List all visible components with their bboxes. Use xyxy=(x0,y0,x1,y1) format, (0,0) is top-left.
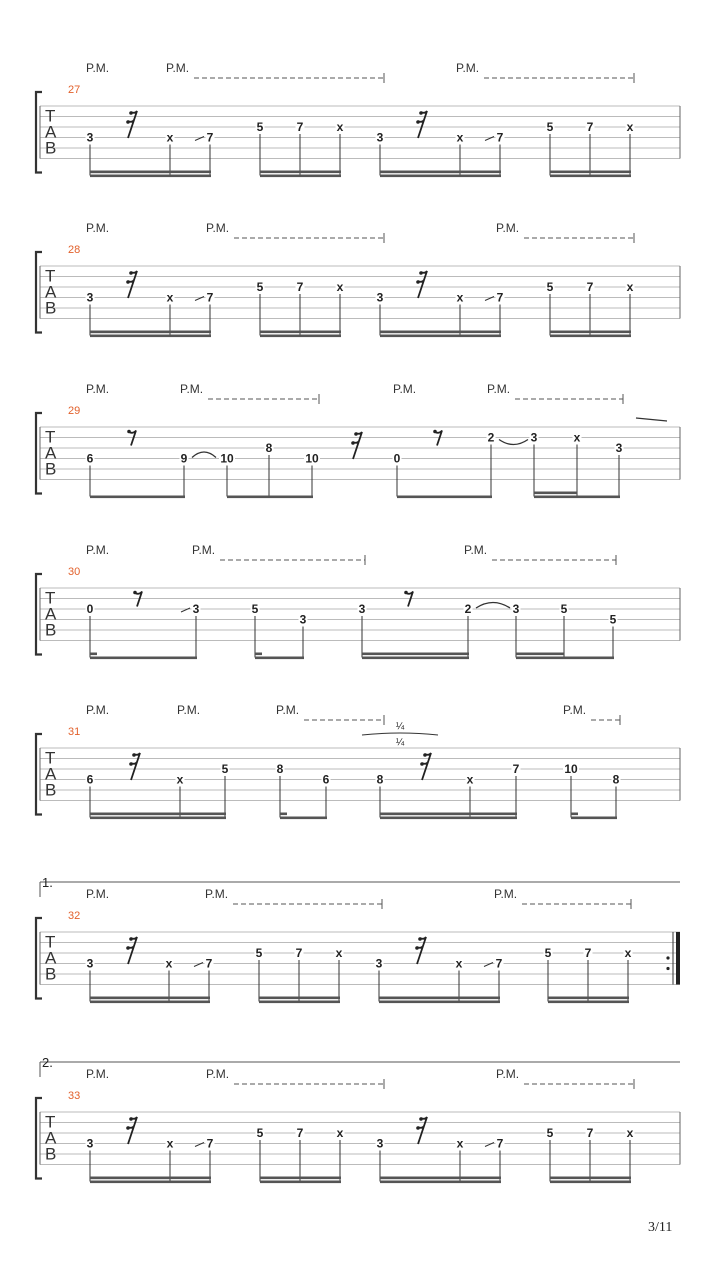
measure-number: 28 xyxy=(68,244,81,256)
fret-number: 7 xyxy=(206,1136,214,1151)
fret-number: 9 xyxy=(180,451,188,466)
sixteenth-rest xyxy=(128,111,137,138)
beam-primary xyxy=(550,1181,631,1184)
fret-number: x xyxy=(456,1136,464,1151)
fret-number: 10 xyxy=(220,451,234,466)
tab-clef-letter: B xyxy=(45,138,57,158)
rest-dot xyxy=(415,946,419,950)
fret-number: 7 xyxy=(206,290,214,305)
palm-mute-label: P.M. xyxy=(464,543,488,557)
beam-secondary xyxy=(90,1177,170,1180)
fret-number: 5 xyxy=(544,946,552,960)
beam-secondary xyxy=(548,997,629,1000)
beam-primary xyxy=(260,1181,341,1184)
beam-primary xyxy=(280,817,327,820)
slide-out-mark xyxy=(636,418,667,421)
fret-number: 3 xyxy=(86,290,94,305)
fret-number: x xyxy=(176,772,184,787)
palm-mute-label: P.M. xyxy=(276,703,300,717)
tie xyxy=(499,440,528,445)
bend-arc xyxy=(362,733,438,735)
palm-mute-label: P.M. xyxy=(177,703,201,717)
fret-number: 5 xyxy=(251,602,259,616)
fret-number: 3 xyxy=(375,956,383,971)
fret-number: 7 xyxy=(295,946,303,960)
volta-label: 2. xyxy=(42,1055,53,1070)
rest-dot xyxy=(129,271,133,275)
measure-number: 32 xyxy=(68,910,81,922)
beam-secondary xyxy=(380,1177,460,1180)
page-number: 3/11 xyxy=(648,1220,673,1235)
fret-number: x xyxy=(466,772,474,787)
fret-number: x xyxy=(166,290,174,305)
palm-mute-label: P.M. xyxy=(496,1067,520,1081)
palm-mute-label: P.M. xyxy=(496,221,520,235)
palm-mute-label: P.M. xyxy=(86,1067,110,1081)
rest-dot xyxy=(416,280,420,284)
rest-dot xyxy=(419,1117,423,1121)
rest-dot xyxy=(129,111,133,115)
tab-clef-letter: T xyxy=(45,266,56,286)
fret-number: 10 xyxy=(305,451,319,466)
tab-clef-letter: T xyxy=(45,1112,56,1132)
fret-number: 8 xyxy=(265,441,273,455)
fret-number: 7 xyxy=(496,1136,504,1151)
tab-clef-letter: T xyxy=(45,748,56,768)
measure-number: 33 xyxy=(68,1090,81,1102)
fret-number: 3 xyxy=(530,430,538,445)
fret-number: x xyxy=(624,946,632,960)
palm-mute-label: P.M. xyxy=(456,61,480,75)
fret-number: 3 xyxy=(376,290,384,305)
tab-clef-letter: B xyxy=(45,964,57,984)
beam-primary xyxy=(90,496,185,499)
beam-primary xyxy=(362,657,469,660)
fret-number: 6 xyxy=(322,772,330,787)
fret-number: 3 xyxy=(86,956,94,971)
beam-primary xyxy=(548,1001,629,1004)
fret-number: x xyxy=(336,1126,344,1140)
fret-number: 2 xyxy=(464,602,472,616)
fret-number: 7 xyxy=(296,280,304,294)
beam-primary xyxy=(90,817,226,820)
fret-number: 5 xyxy=(609,612,617,627)
system-27 xyxy=(36,61,680,177)
tab-clef-letter: B xyxy=(45,459,57,479)
rest-dot xyxy=(420,762,424,766)
beam-stub xyxy=(280,813,287,816)
beam-secondary xyxy=(379,997,459,1000)
fret-number: 3 xyxy=(512,602,520,616)
fret-number: x xyxy=(166,130,174,145)
beam-primary xyxy=(255,657,304,660)
palm-mute-label: P.M. xyxy=(494,887,518,901)
beam-primary xyxy=(380,1181,501,1184)
palm-mute-label: P.M. xyxy=(86,61,110,75)
volta-label: 1. xyxy=(42,875,53,890)
beam-primary xyxy=(571,817,617,820)
beam-primary xyxy=(534,496,620,499)
beam-primary xyxy=(550,335,631,338)
fret-number: x xyxy=(166,1136,174,1151)
fret-number: 7 xyxy=(584,946,592,960)
beam-primary xyxy=(90,1181,211,1184)
beam-secondary xyxy=(90,813,180,816)
beam-secondary xyxy=(90,331,170,334)
sixteenth-rest xyxy=(422,753,431,780)
beam-secondary xyxy=(260,171,341,174)
beam-primary xyxy=(516,657,614,660)
beam-secondary xyxy=(362,653,469,656)
fret-number: 6 xyxy=(86,772,94,787)
beam-primary xyxy=(227,496,313,499)
beam-primary xyxy=(379,1001,500,1004)
rest-dot xyxy=(129,1117,133,1121)
palm-mute-label: P.M. xyxy=(205,887,229,901)
fret-number: 5 xyxy=(546,280,554,294)
rest-dot xyxy=(126,280,130,284)
system-33 xyxy=(36,1055,680,1183)
fret-number: 3 xyxy=(376,130,384,145)
tab-clef-letter: T xyxy=(45,588,56,608)
fret-number: 5 xyxy=(221,762,229,776)
system-28 xyxy=(36,221,680,337)
rest-dot xyxy=(404,591,408,595)
fret-number: 7 xyxy=(296,1126,304,1140)
beam-secondary xyxy=(550,331,631,334)
measure-number: 27 xyxy=(68,84,81,96)
fret-number: 0 xyxy=(393,451,401,466)
rest-dot xyxy=(126,120,130,124)
rest-dot xyxy=(419,111,423,115)
palm-mute-label: P.M. xyxy=(206,1067,230,1081)
beam-secondary xyxy=(380,331,460,334)
palm-mute-label: P.M. xyxy=(86,543,110,557)
sixteenth-rest xyxy=(418,111,427,138)
sixteenth-rest xyxy=(128,271,137,298)
beam-secondary xyxy=(550,171,631,174)
rest-dot xyxy=(127,430,131,434)
fret-number: 8 xyxy=(376,772,384,787)
palm-mute-label: P.M. xyxy=(86,382,110,396)
beam-stub xyxy=(571,813,578,816)
system-bracket xyxy=(36,92,42,173)
system-bracket xyxy=(36,413,42,494)
fret-number: 5 xyxy=(255,946,263,960)
fret-number: 0 xyxy=(86,602,94,616)
palm-mute-label: P.M. xyxy=(86,887,110,901)
beam-secondary xyxy=(380,813,470,816)
tie xyxy=(192,452,216,458)
tab-clef-letter: B xyxy=(45,1144,57,1164)
beam-primary xyxy=(90,335,211,338)
sixteenth-rest xyxy=(417,937,426,964)
sixteenth-rest xyxy=(353,432,362,459)
rest-dot xyxy=(423,753,427,757)
repeat-dot xyxy=(666,967,669,970)
fret-number: x xyxy=(456,290,464,305)
rest-dot xyxy=(433,430,437,434)
system-bracket xyxy=(36,574,42,655)
beam-stub xyxy=(255,653,262,656)
beam-secondary xyxy=(550,1177,631,1180)
rest-dot xyxy=(416,120,420,124)
rest-dot xyxy=(126,1126,130,1130)
fret-number: x xyxy=(336,120,344,134)
beam-secondary xyxy=(260,331,341,334)
beam-primary xyxy=(397,496,492,499)
fret-number: 7 xyxy=(206,130,214,145)
sixteenth-rest xyxy=(418,1117,427,1144)
fret-number: 5 xyxy=(256,280,264,294)
beam-secondary xyxy=(259,997,340,1000)
fret-number: 7 xyxy=(496,290,504,305)
tab-clef-letter: T xyxy=(45,427,56,447)
sixteenth-rest xyxy=(128,937,137,964)
fret-number: x xyxy=(573,430,581,445)
fret-number: 8 xyxy=(276,762,284,776)
fret-number: 7 xyxy=(495,956,503,971)
fret-number: 3 xyxy=(376,1136,384,1151)
system-bracket xyxy=(36,252,42,333)
measure-number: 29 xyxy=(68,405,81,417)
fret-number: 10 xyxy=(564,762,578,776)
palm-mute-label: P.M. xyxy=(393,382,417,396)
fret-number: 3 xyxy=(299,612,307,627)
fret-number: 7 xyxy=(496,130,504,145)
palm-mute-label: P.M. xyxy=(487,382,511,396)
beam-secondary xyxy=(90,171,170,174)
fret-number: 5 xyxy=(256,1126,264,1140)
fret-number: 7 xyxy=(296,120,304,134)
fret-number: 7 xyxy=(512,762,520,776)
bend-amount-bottom: ¼ xyxy=(395,737,405,748)
measure-number: 31 xyxy=(68,726,81,738)
beam-secondary xyxy=(380,171,460,174)
system-29 xyxy=(36,382,680,498)
beam-primary xyxy=(380,817,517,820)
tab-clef-letter: A xyxy=(45,122,57,142)
rest-dot xyxy=(129,762,133,766)
system-31 xyxy=(36,703,680,819)
beam-primary xyxy=(260,175,341,178)
tab-clef-letter: A xyxy=(45,948,57,968)
beam-primary xyxy=(380,335,501,338)
fret-number: 3 xyxy=(615,441,623,455)
sixteenth-rest xyxy=(128,1117,137,1144)
rest-dot xyxy=(418,937,422,941)
beam-stub xyxy=(90,653,97,656)
fret-number: 7 xyxy=(205,956,213,971)
beam-primary xyxy=(259,1001,340,1004)
fret-number: 7 xyxy=(586,280,594,294)
palm-mute-label: P.M. xyxy=(86,221,110,235)
palm-mute-label: P.M. xyxy=(563,703,587,717)
beam-secondary xyxy=(90,997,169,1000)
fret-number: x xyxy=(455,956,463,971)
palm-mute-label: P.M. xyxy=(192,543,216,557)
fret-number: 5 xyxy=(546,120,554,134)
rest-dot xyxy=(416,1126,420,1130)
system-30 xyxy=(36,543,680,659)
palm-mute-label: P.M. xyxy=(166,61,190,75)
beam-primary xyxy=(90,1001,210,1004)
system-bracket xyxy=(36,1098,42,1179)
sixteenth-rest xyxy=(131,753,140,780)
tab-clef-letter: A xyxy=(45,604,57,624)
rest-dot xyxy=(132,753,136,757)
rest-dot xyxy=(126,946,130,950)
beam-secondary xyxy=(260,1177,341,1180)
rest-dot xyxy=(354,432,358,436)
rest-dot xyxy=(129,937,133,941)
rest-dot xyxy=(133,591,137,595)
fret-number: 7 xyxy=(586,1126,594,1140)
tab-clef-letter: A xyxy=(45,764,57,784)
palm-mute-label: P.M. xyxy=(180,382,204,396)
fret-number: 5 xyxy=(560,602,568,616)
fret-number: x xyxy=(626,280,634,294)
fret-number: x xyxy=(456,130,464,145)
fret-number: x xyxy=(336,280,344,294)
beam-primary xyxy=(260,335,341,338)
beam-secondary xyxy=(516,653,564,656)
tab-clef-letter: B xyxy=(45,298,57,318)
rest-dot xyxy=(351,441,355,445)
fret-number: 5 xyxy=(256,120,264,134)
fret-number: x xyxy=(165,956,173,971)
system-bracket xyxy=(36,918,42,999)
tie xyxy=(476,603,510,609)
fret-number: 3 xyxy=(86,130,94,145)
rest-dot xyxy=(419,271,423,275)
fret-number: x xyxy=(626,1126,634,1140)
fret-number: x xyxy=(626,120,634,134)
sixteenth-rest xyxy=(418,271,427,298)
tab-clef-letter: T xyxy=(45,932,56,952)
system-32 xyxy=(36,875,680,1003)
bend-amount-top: ¼ xyxy=(395,721,405,732)
tab-clef-letter: A xyxy=(45,282,57,302)
repeat-dot xyxy=(666,956,669,959)
measure-number: 30 xyxy=(68,566,81,578)
beam-primary xyxy=(90,175,211,178)
beam-primary xyxy=(550,175,631,178)
fret-number: x xyxy=(335,946,343,960)
fret-number: 7 xyxy=(586,120,594,134)
beam-primary xyxy=(380,175,501,178)
fret-number: 5 xyxy=(546,1126,554,1140)
tab-clef-letter: T xyxy=(45,106,56,126)
fret-number: 2 xyxy=(487,430,495,445)
tab-clef-letter: A xyxy=(45,1128,57,1148)
fret-number: 6 xyxy=(86,451,94,466)
fret-number: 8 xyxy=(612,772,620,787)
tab-clef-letter: B xyxy=(45,780,57,800)
palm-mute-label: P.M. xyxy=(206,221,230,235)
tab-clef-letter: A xyxy=(45,443,57,463)
fret-number: 3 xyxy=(358,602,366,616)
beam-primary xyxy=(90,657,197,660)
repeat-barline-thick xyxy=(676,932,680,985)
system-bracket xyxy=(36,734,42,815)
tab-clef-letter: B xyxy=(45,620,57,640)
palm-mute-label: P.M. xyxy=(86,703,110,717)
fret-number: 3 xyxy=(86,1136,94,1151)
beam-secondary xyxy=(534,492,577,495)
fret-number: 3 xyxy=(192,602,200,616)
